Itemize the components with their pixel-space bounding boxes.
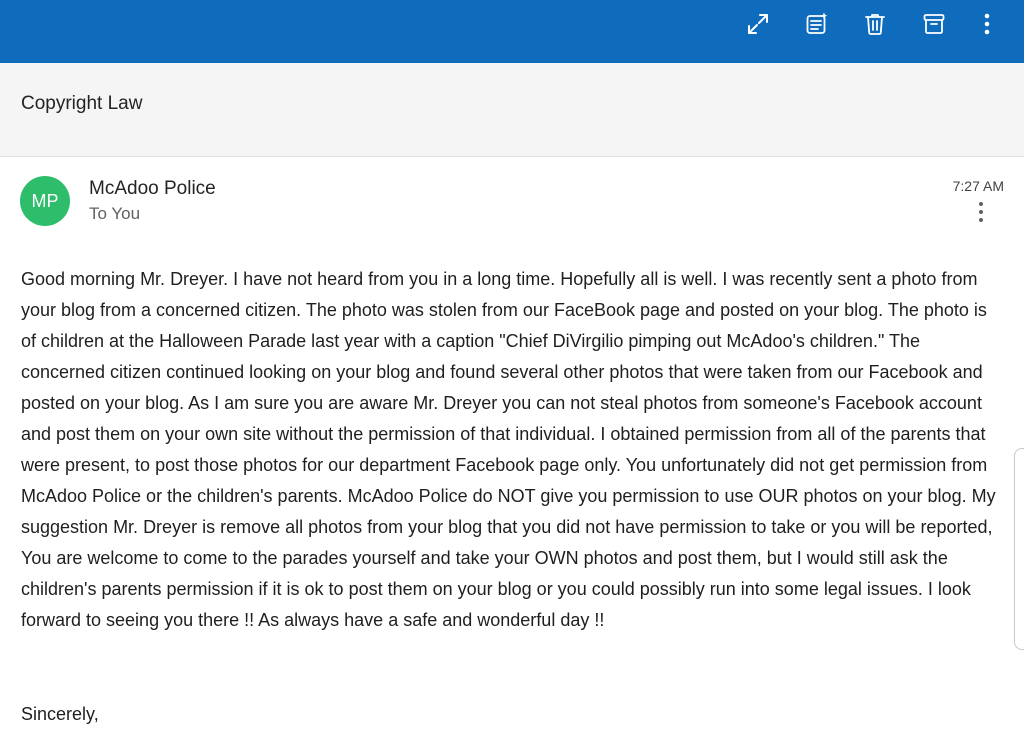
message-more-button[interactable] [970, 200, 992, 224]
email-closing: Sincerely, [21, 704, 99, 724]
archive-icon [921, 11, 947, 37]
expand-button[interactable] [744, 10, 772, 38]
email-timestamp: 7:27 AM [952, 178, 1004, 194]
expand-icon [745, 11, 771, 37]
avatar[interactable]: MP [20, 176, 70, 226]
delete-button[interactable] [861, 10, 889, 38]
delete-icon [862, 11, 888, 37]
summarize-button[interactable] [803, 10, 831, 38]
summarize-icon [804, 11, 830, 37]
side-panel-handle[interactable] [1014, 448, 1024, 650]
archive-button[interactable] [920, 10, 948, 38]
more-vertical-icon [974, 11, 1000, 37]
top-toolbar [0, 0, 1024, 63]
subject-bar [0, 63, 1024, 157]
more-vertical-icon [977, 201, 985, 223]
recipient-line: To You [89, 204, 141, 223]
email-subject: Copyright Law [21, 93, 143, 114]
more-options-button[interactable] [973, 10, 1001, 38]
email-body: Good morning Mr. Dreyer. I have not heard from you in a long time. Hopefully all is well. I was recently sent a photo from your blog from a concerned citizen. The photo was stolen from our FaceBook page and posted on your blog. The photo is of children at the Halloween Parade last year with a caption "Chief DiVirgilio pimping out McAdoo's children." The concerned citizen continued looking on your blog and found several other photos that were taken from our Facebook and posted on your blog. As I am sure you are aware Mr. Dreyer you can not steal photos from someone's Facebook account and post them on your own site without the permission of that individual. I obtained permission from all of the parents that were present, to post those photos for our department Facebook page only. You unfortunately did not get permission from McAdoo Police or the children's parents. McAdoo Police do NOT give you permission to use OUR photos on your blog. My suggestion Mr. Dreyer is remove all photos from your blog that you did not have permission to take or you will be reported, You are welcome to come to the parades yourself and take your OWN photos and post them, but I would still ask the children's parents permission if it is ok to post them on your blog or you could possibly run into some legal issues. I look forward to seeing you there !! As always have a safe and wonderful day !! [21, 269, 996, 630]
sender-name[interactable]: McAdoo Police [89, 178, 216, 199]
